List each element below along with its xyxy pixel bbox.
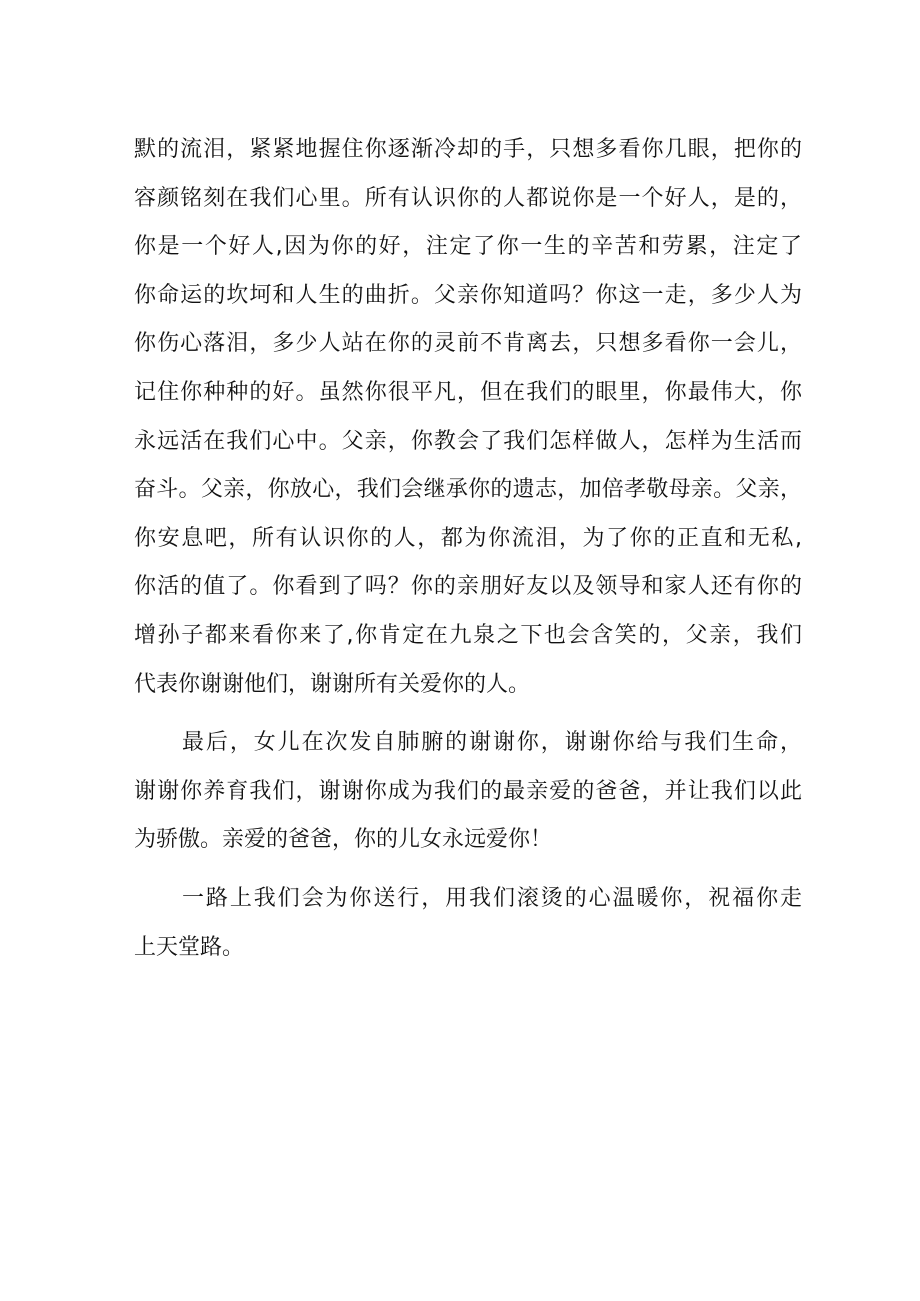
text-line: 最后，女儿在次发自肺腑的谢谢你，谢谢你给与我们生命， [182, 730, 802, 756]
text-line: 你是一个好人,因为你的好，注定了你一生的辛苦和劳累，注定了 [134, 234, 802, 260]
text-line: 你活的值了。你看到了吗？你的亲朋好友以及领导和家人还有你的 [134, 574, 802, 600]
text-line: 为骄傲。亲爱的爸爸，你的儿女永远爱你！ [134, 827, 553, 853]
text-line: 永远活在我们心中。父亲，你教会了我们怎样做人，怎样为生活而 [134, 428, 802, 454]
text-line: 你伤心落泪，多少人站在你的灵前不肯离去，只想多看你一会儿， [134, 331, 802, 357]
text-line: 你安息吧，所有认识你的人，都为你流泪，为了你的正直和无私, [134, 525, 802, 551]
text-line: 增孙子都来看你来了,你肯定在九泉之下也会含笑的，父亲，我们 [134, 622, 802, 648]
paragraph-spacer [134, 865, 802, 875]
paragraph-spacer [134, 709, 802, 719]
text-line: 一路上我们会为你送行，用我们滚烫的心温暖你，祝福你走 [182, 885, 802, 911]
text-line: 上天堂路。 [134, 934, 245, 960]
paragraph-1 [134, 126, 802, 709]
text-line: 代表你谢谢他们，谢谢所有关爱你的人。 [134, 671, 531, 697]
document-body [134, 126, 802, 972]
text-line: 默的流泪，紧紧地握住你逐渐冷却的手，只想多看你几眼，把你的 [134, 137, 802, 162]
paragraph-2 [134, 719, 802, 865]
text-line: 奋斗。父亲，你放心，我们会继承你的遗志，加倍孝敬母亲。父亲， [134, 477, 802, 503]
text-line: 谢谢你养育我们，谢谢你成为我们的最亲爱的爸爸，并让我们以此 [134, 778, 802, 804]
text-line: 容颜铭刻在我们心里。所有认识你的人都说你是一个好人，是的， [134, 185, 802, 211]
paragraph-3 [134, 875, 802, 972]
text-line: 你命运的坎坷和人生的曲折。父亲你知道吗？你这一走，多少人为 [134, 282, 802, 308]
text-line: 记住你种种的好。虽然你很平凡，但在我们的眼里，你最伟大，你 [134, 379, 802, 405]
